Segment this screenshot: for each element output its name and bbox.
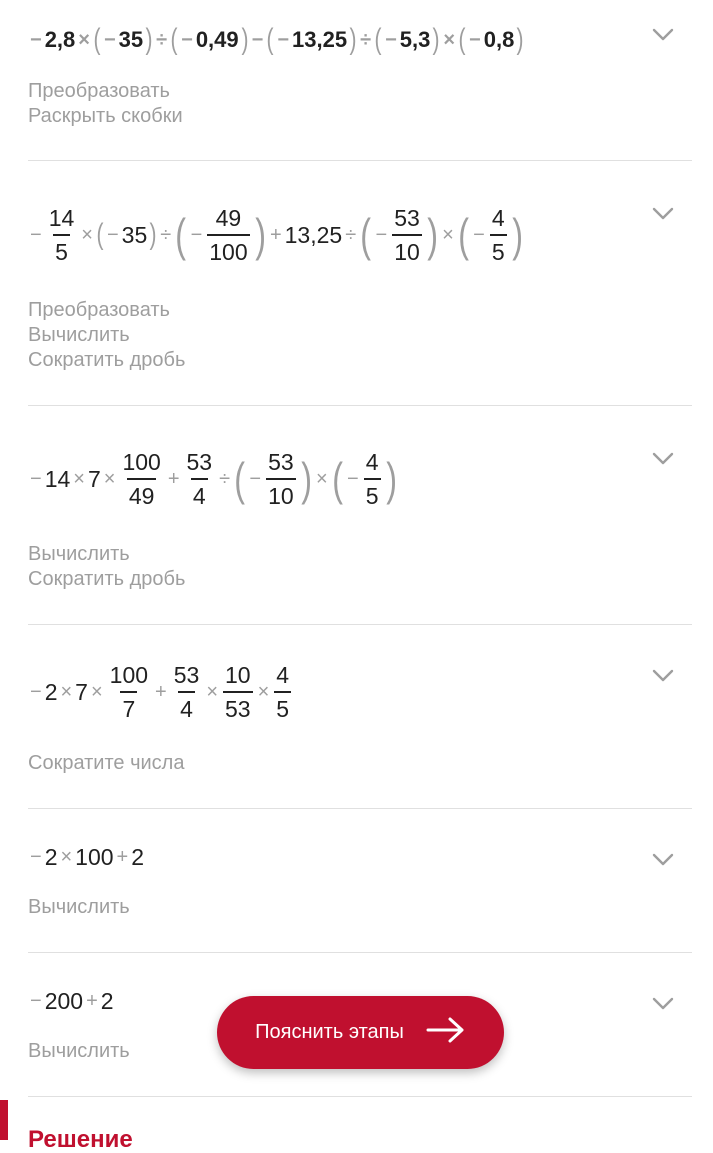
step-1[interactable] <box>0 0 713 160</box>
times-sign: × <box>206 680 218 703</box>
paren-open: ( <box>170 23 178 56</box>
action-label: Вычислить <box>28 1040 130 1062</box>
arrow-right-icon <box>426 1016 466 1050</box>
denominator: 10 <box>266 478 296 508</box>
divide-sign: ÷ <box>345 223 357 246</box>
number: 2 <box>131 843 145 870</box>
number: 13,25 <box>292 27 348 52</box>
chevron-down-icon[interactable] <box>651 446 675 470</box>
minus-sign: − <box>251 28 264 51</box>
times-sign: × <box>90 680 103 703</box>
action-label: Вычислить <box>28 896 130 918</box>
minus-sign: − <box>249 467 262 490</box>
fraction <box>207 204 249 265</box>
numerator: 100 <box>109 661 149 688</box>
denominator: 100 <box>207 234 249 264</box>
minus-sign: − <box>347 467 359 490</box>
minus-sign: − <box>385 28 397 51</box>
number: 100 <box>75 843 114 870</box>
numerator: 53 <box>268 448 294 475</box>
times-sign: × <box>60 680 73 703</box>
paren-close: ) <box>149 218 157 251</box>
plus-sign: + <box>116 845 129 868</box>
number: 13,25 <box>284 221 343 248</box>
paren-close: ) <box>432 23 440 56</box>
denominator: 5 <box>274 691 291 721</box>
action-label: Сократить дробь <box>28 349 186 371</box>
paren-open: ( <box>234 453 246 505</box>
step-expression <box>28 961 115 1041</box>
action-label: Преобразовать <box>28 80 170 102</box>
divide-sign: ÷ <box>219 467 231 490</box>
fraction <box>223 661 253 722</box>
times-sign: × <box>257 680 270 703</box>
plus-sign: + <box>86 989 98 1012</box>
minus-sign: − <box>277 28 290 51</box>
fraction <box>172 661 202 722</box>
action-label: Раскрыть скобки <box>28 105 183 127</box>
step-actions <box>28 895 130 920</box>
minus-sign: − <box>106 223 119 246</box>
paren-open: ( <box>332 453 343 505</box>
step-2[interactable] <box>0 161 713 405</box>
numerator: 4 <box>365 448 379 475</box>
numerator: 10 <box>225 661 251 688</box>
action-label: Преобразовать <box>28 299 170 321</box>
paren-close: ) <box>301 453 312 505</box>
step-expression <box>28 652 294 732</box>
paren-close: ) <box>385 453 397 505</box>
fraction <box>364 448 381 509</box>
fraction <box>47 204 77 265</box>
step-3[interactable] <box>0 406 713 624</box>
number: 0,8 <box>483 27 515 52</box>
number: 35 <box>121 221 148 248</box>
denominator: 4 <box>191 478 208 508</box>
denominator: 5 <box>490 234 507 264</box>
times-sign: × <box>443 28 456 51</box>
times-sign: × <box>78 28 90 51</box>
number: 7 <box>87 465 101 492</box>
denominator: 4 <box>178 691 195 721</box>
numerator: 53 <box>394 204 420 231</box>
minus-sign: − <box>181 28 193 51</box>
step-actions <box>28 542 185 592</box>
minus-sign: − <box>30 223 42 246</box>
explain-steps-label: Пояснить этапы <box>255 1021 404 1043</box>
number: 200 <box>44 987 84 1014</box>
plus-sign: + <box>269 223 282 246</box>
minus-sign: − <box>30 680 42 703</box>
number: 2 <box>44 843 58 870</box>
numerator: 4 <box>276 661 290 688</box>
fraction <box>274 661 291 722</box>
numerator: 53 <box>186 448 213 475</box>
step-expression <box>28 817 145 897</box>
plus-sign: + <box>155 680 167 703</box>
numerator: 14 <box>48 204 75 231</box>
minus-sign: − <box>30 28 42 51</box>
minus-sign: − <box>473 223 485 246</box>
fraction <box>120 448 162 509</box>
minus-sign: − <box>30 845 42 868</box>
paren-open: ( <box>458 23 466 56</box>
action-label: Сократите числа <box>28 752 185 774</box>
times-sign: × <box>60 845 73 868</box>
action-label: Сократить дробь <box>28 568 186 590</box>
numerator: 49 <box>215 204 242 231</box>
chevron-down-icon[interactable] <box>651 201 675 225</box>
denominator: 7 <box>120 691 137 721</box>
explain-steps-button[interactable] <box>217 996 504 1069</box>
paren-open: ( <box>93 23 101 56</box>
step-expression <box>28 0 525 80</box>
paren-open: ( <box>374 23 382 56</box>
step-expression <box>28 439 399 519</box>
step-actions <box>28 79 183 129</box>
times-sign: × <box>442 223 454 246</box>
numerator: 100 <box>122 448 161 475</box>
action-label: Вычислить <box>28 324 130 346</box>
chevron-down-icon[interactable] <box>651 991 675 1015</box>
plus-sign: + <box>167 467 180 490</box>
solution-heading: Решение <box>28 1126 133 1153</box>
paren-close: ) <box>511 209 523 261</box>
fraction <box>185 448 215 509</box>
divider <box>28 1096 692 1097</box>
number: 7 <box>75 678 88 705</box>
number: 2 <box>44 678 58 705</box>
chevron-down-icon[interactable] <box>651 847 675 871</box>
number: 14 <box>44 465 71 492</box>
minus-sign: − <box>103 28 116 51</box>
number: 5,3 <box>399 27 431 52</box>
paren-close: ) <box>145 23 153 56</box>
paren-close: ) <box>427 209 438 261</box>
paren-close: ) <box>254 209 266 261</box>
chevron-down-icon[interactable] <box>651 663 675 687</box>
denominator: 10 <box>392 234 422 264</box>
numerator: 53 <box>173 661 200 688</box>
paren-open: ( <box>266 23 274 56</box>
numerator: 4 <box>491 204 505 231</box>
divide-sign: ÷ <box>360 28 372 51</box>
paren-open: ( <box>175 209 187 261</box>
divide-sign: ÷ <box>160 223 172 246</box>
times-sign: × <box>73 467 85 490</box>
step-expression <box>28 195 525 275</box>
fraction <box>108 661 150 722</box>
fraction <box>266 448 296 509</box>
section-accent-bar <box>0 1100 8 1140</box>
step-actions <box>28 298 185 373</box>
divide-sign: ÷ <box>156 28 168 51</box>
minus-sign: − <box>190 223 203 246</box>
step-4[interactable] <box>0 625 713 808</box>
number: 35 <box>118 27 144 52</box>
times-sign: × <box>81 223 93 246</box>
times-sign: × <box>103 467 116 490</box>
denominator: 5 <box>53 234 70 264</box>
denominator: 53 <box>223 691 253 721</box>
paren-close: ) <box>349 23 357 56</box>
minus-sign: − <box>375 223 388 246</box>
minus-sign: − <box>30 989 42 1012</box>
times-sign: × <box>316 467 328 490</box>
paren-open: ( <box>96 218 104 251</box>
action-label: Вычислить <box>28 543 130 565</box>
fraction <box>392 204 422 265</box>
minus-sign: − <box>30 467 42 490</box>
paren-open: ( <box>458 209 469 261</box>
number: 0,49 <box>195 27 239 52</box>
step-actions <box>28 1039 130 1064</box>
denominator: 5 <box>364 478 381 508</box>
paren-close: ) <box>516 23 524 56</box>
fraction <box>490 204 507 265</box>
number: 2 <box>100 987 114 1014</box>
minus-sign: − <box>469 28 481 51</box>
step-actions <box>28 751 184 776</box>
step-5[interactable] <box>0 809 713 952</box>
number: 2,8 <box>44 27 76 52</box>
paren-close: ) <box>241 23 249 56</box>
denominator: 49 <box>127 478 157 508</box>
chevron-down-icon[interactable] <box>651 22 675 46</box>
paren-open: ( <box>360 209 372 261</box>
